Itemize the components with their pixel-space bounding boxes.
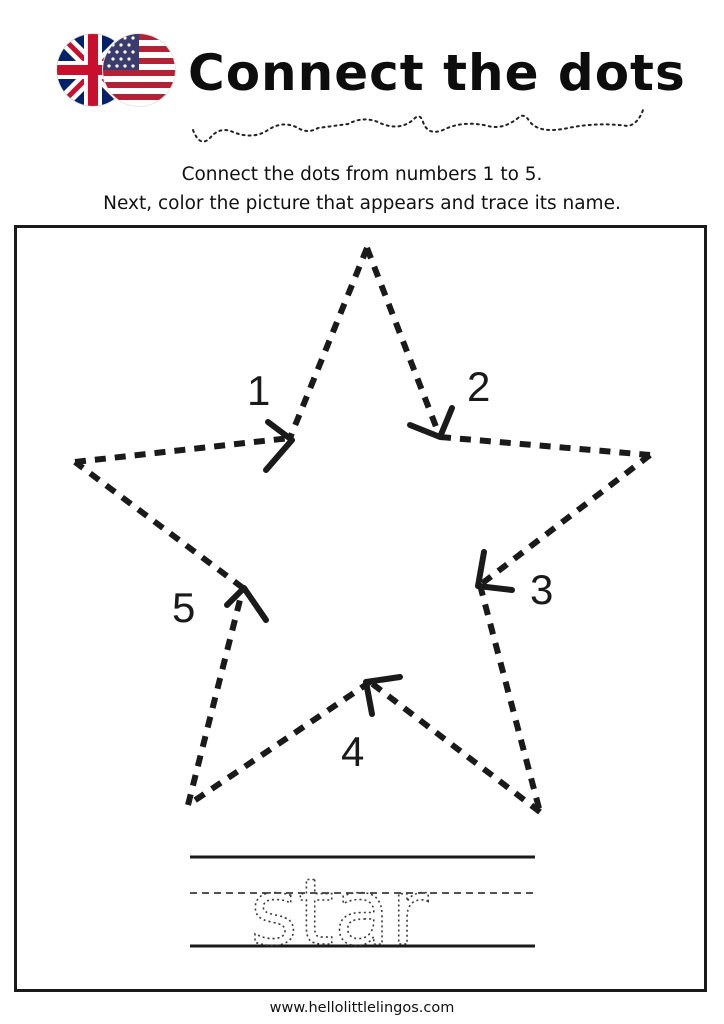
star-edge (370, 682, 540, 812)
dot-number-5: 5 (172, 584, 196, 631)
arrow-1-icon (266, 422, 292, 470)
star-edge (367, 248, 440, 437)
star-edge (440, 437, 650, 455)
dot-number-3: 3 (530, 566, 554, 613)
star-edge (290, 248, 367, 438)
dot-number-4: 4 (341, 728, 365, 775)
star-edge (75, 438, 290, 462)
dot-number-1: 1 (247, 367, 271, 414)
star-edge (480, 585, 540, 812)
arrow-3-icon (478, 552, 512, 590)
trace-word-star[interactable]: star (250, 859, 429, 966)
direction-arrows (227, 408, 512, 714)
footer-url[interactable]: www.hellolittlelingos.com (269, 1000, 455, 1016)
arrow-4-icon (366, 677, 400, 714)
arrow-2-icon (410, 408, 452, 437)
instruction-line-2: Next, color the picture that appears and trace its name. (103, 193, 621, 214)
star-edge (75, 462, 243, 588)
page-title: Connect the dots (188, 44, 686, 102)
tracing-lines (190, 857, 535, 966)
dot-number-2: 2 (467, 363, 491, 410)
star-edge (480, 455, 650, 585)
arrow-5-icon (227, 588, 266, 620)
instruction-line-1: Connect the dots from numbers 1 to 5. (181, 164, 543, 185)
dot-numbers (172, 363, 553, 775)
